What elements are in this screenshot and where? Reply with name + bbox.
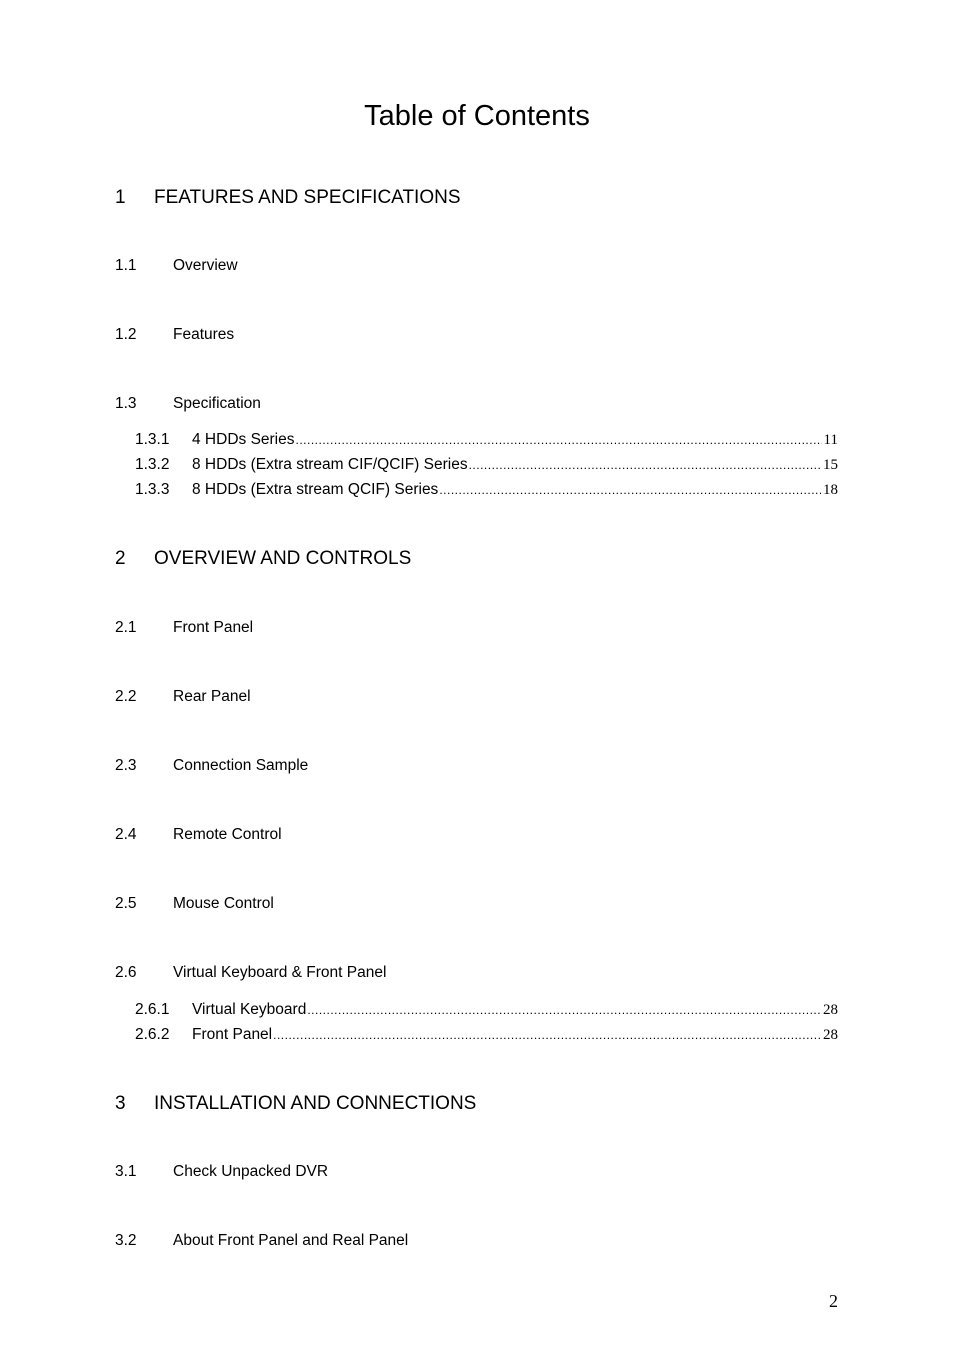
toc-entry-label: Overview [173,257,238,274]
dot-leader [439,480,821,500]
toc-entry-number: 1.3.3 [135,481,170,498]
toc-entry-page: 28 [823,1027,838,1043]
toc-entry-label: FEATURES AND SPECIFICATIONS [154,187,461,208]
toc-entry-label: Check Unpacked DVR [173,1163,329,1180]
toc-entry-label: Connection Sample [173,757,309,774]
toc-entry-label: Features [173,326,235,343]
toc-entry-number: 1.2 [115,326,137,343]
toc-entry-number: 1.1 [115,257,137,274]
toc-entry-label: Virtual Keyboard [192,1001,307,1018]
toc-entry-number: 2.6.1 [135,1001,170,1018]
toc-entry-label: Remote Control [173,826,282,843]
toc-entry-number: 2 [115,548,126,569]
toc-entry-number: 2.2 [115,688,137,705]
toc-entry-label: INSTALLATION AND CONNECTIONS [154,1093,477,1114]
toc-entry-label: About Front Panel and Real Panel [173,1232,409,1249]
toc-entry-label: OVERVIEW AND CONTROLS [154,548,412,569]
toc-entry-label: Front Panel [173,619,254,636]
toc-entry-label: Front Panel [192,1026,273,1043]
toc-entry-number: 2.5 [115,895,137,912]
toc-entry-number: 3.2 [115,1232,137,1249]
toc-entry-number: 1.3.1 [135,431,170,448]
toc-entry-number: 1.3.2 [135,456,170,473]
toc-entry-page: 28 [823,1002,838,1018]
page-number: 2 [829,1291,838,1311]
page-title: Table of Contents [364,100,590,132]
toc-entry-page: 18 [823,482,838,498]
toc-entry-label: Specification [173,395,261,412]
toc-entry-number: 3.1 [115,1163,137,1180]
dot-leader [307,1000,821,1020]
toc-entry-label: 8 HDDs (Extra stream CIF/QCIF) Series [192,456,468,473]
toc-entry-number: 2.1 [115,619,137,636]
toc-entry-label: 4 HDDs Series [192,431,295,448]
toc-entry-number: 2.4 [115,826,137,843]
dot-leader [469,455,821,475]
toc-entry-number: 3 [115,1093,126,1114]
toc-entry-label: Rear Panel [173,688,251,705]
toc-entry-number: 1 [115,187,126,208]
toc-entry-page: 15 [823,457,838,473]
toc-entry-number: 1.3 [115,395,137,412]
toc-entry-number: 2.6.2 [135,1026,170,1043]
toc-entry-label: 8 HDDs (Extra stream QCIF) Series [192,481,439,498]
toc-entry-label: Virtual Keyboard & Front Panel [173,964,387,981]
toc-entry-page: 11 [823,432,838,448]
toc-entry-label: Mouse Control [173,895,274,912]
toc-entry-number: 2.3 [115,757,137,774]
dot-leader [273,1025,821,1045]
toc-entry-number: 2.6 [115,964,137,981]
dot-leader [296,430,822,450]
